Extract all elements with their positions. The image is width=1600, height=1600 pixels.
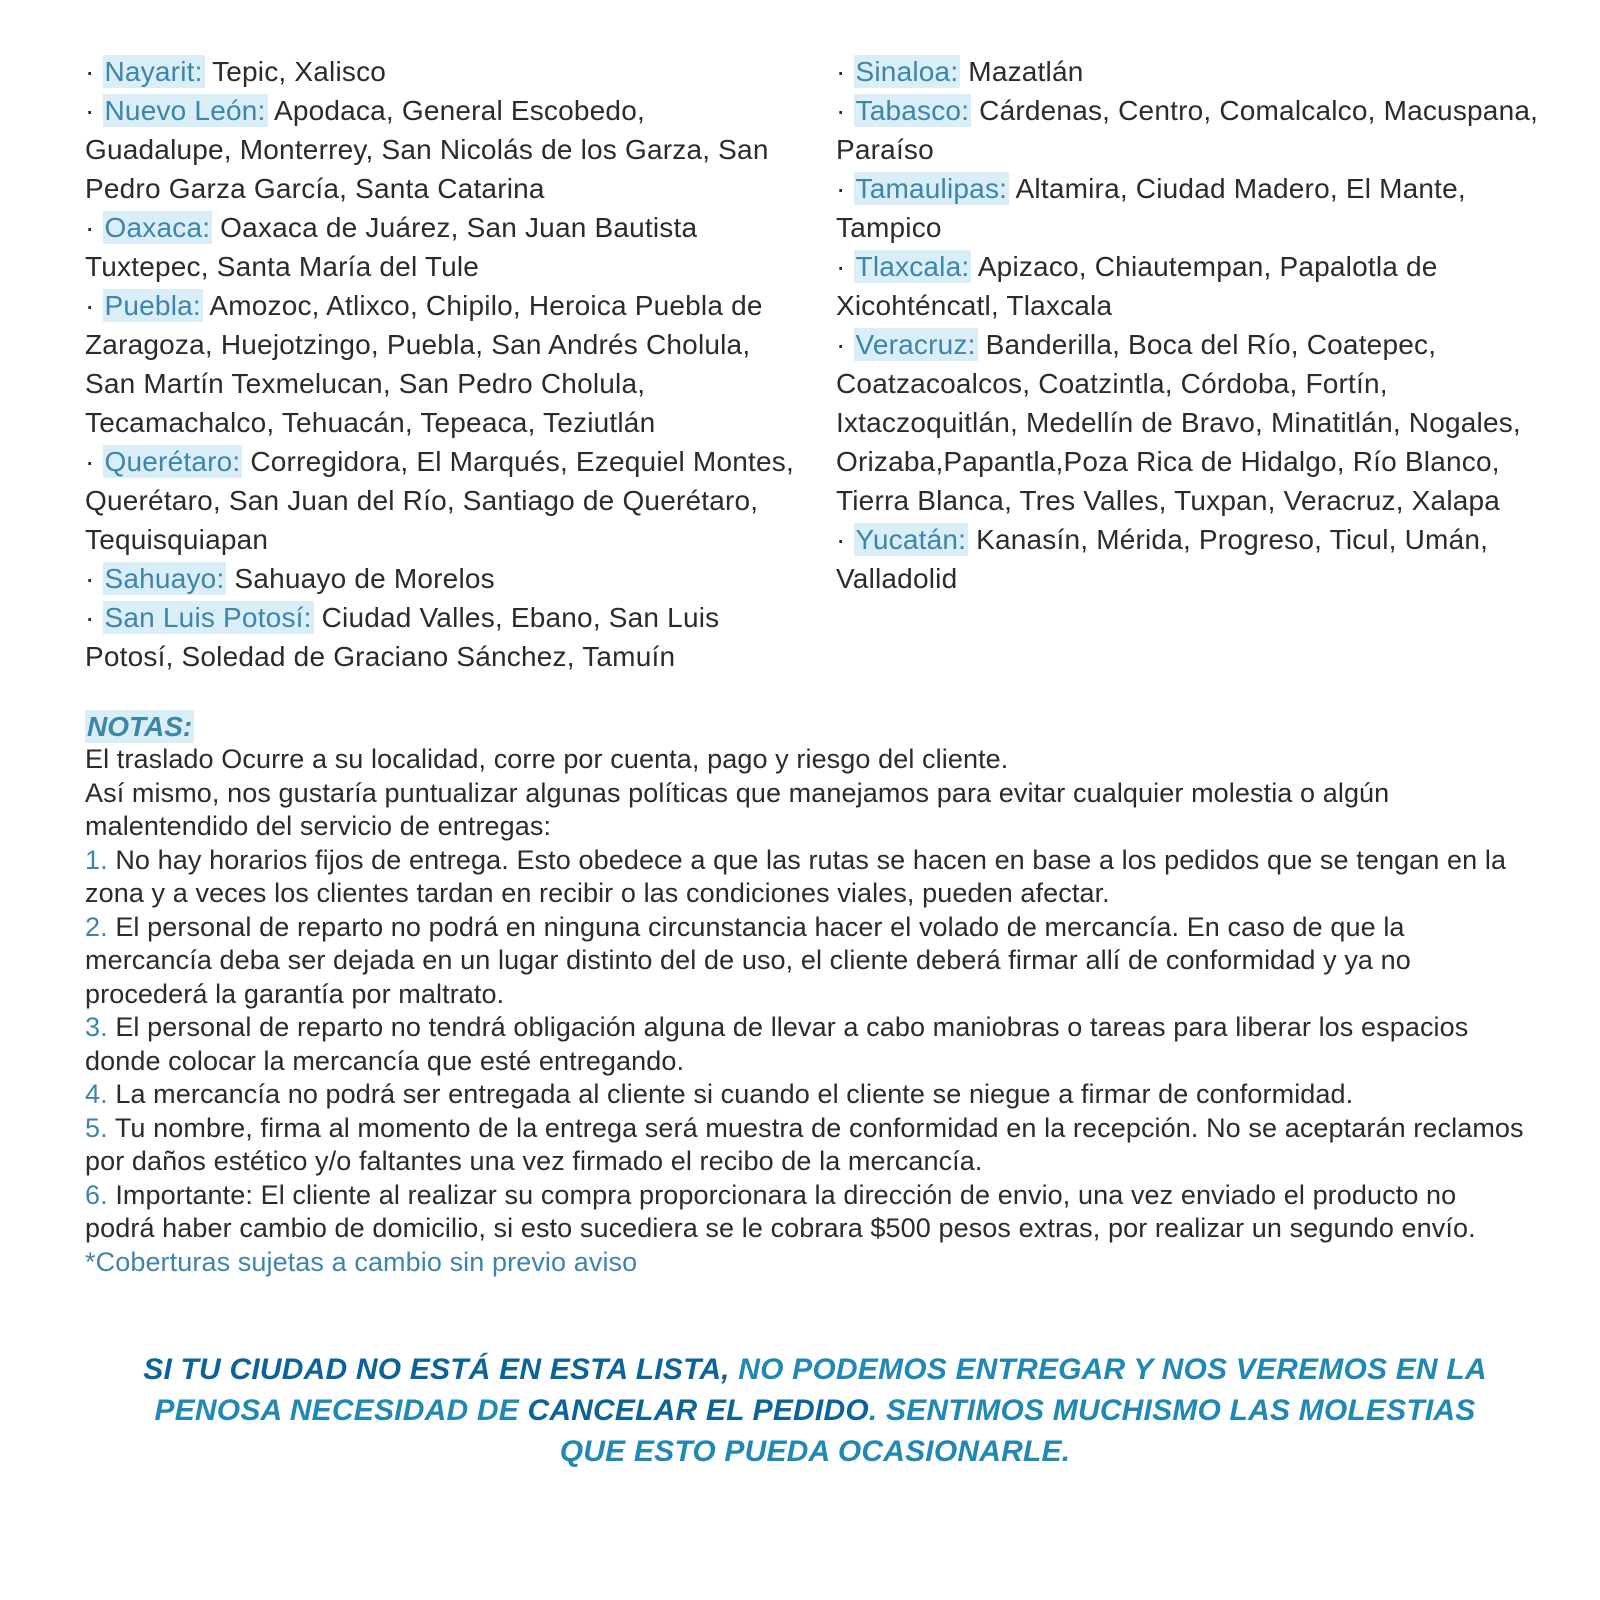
state-label: Yucatán: [855, 524, 967, 555]
state-entry [836, 247, 1545, 325]
state-label: Veracruz: [855, 329, 976, 360]
city-list: Corregidora, El Marqués, Ezequiel Montes, Querétaro, San Juan del Río, Santiago de Querétaro, Tequisquiapan [85, 446, 794, 555]
state-label: Tamaulipas: [855, 173, 1008, 204]
state-label: Nayarit: [104, 56, 203, 87]
bullet-icon: · [85, 563, 103, 594]
note-item [85, 1179, 1533, 1246]
state-entry [85, 598, 794, 676]
state-entry [85, 91, 794, 208]
coverage-disclaimer: *Coberturas sujetas a cambio sin previo aviso [85, 1246, 638, 1277]
notes-title: NOTAS: [87, 711, 193, 742]
note-item [85, 911, 1533, 1012]
notes-section [85, 710, 1533, 1279]
state-label: Sahuayo: [104, 563, 225, 594]
note-number: 5. [85, 1112, 115, 1143]
state-label: Sinaloa: [855, 56, 959, 87]
state-label: Oaxaca: [104, 212, 211, 243]
note-intro-line: El traslado Ocurre a su localidad, corre por cuenta, pago y riesgo del cliente. [85, 744, 1009, 774]
city-list: Apodaca, General Escobedo, Guadalupe, Monterrey, San Nicolás de los Garza, San Pedro Garza García, Santa Catarina [85, 95, 769, 204]
state-label: Tlaxcala: [855, 251, 970, 282]
note-number: 6. [85, 1179, 116, 1210]
footer-cancellation-notice [125, 1349, 1505, 1472]
bullet-icon: · [85, 446, 103, 477]
state-label: Nuevo León: [104, 95, 266, 126]
state-entry [85, 52, 794, 91]
state-entry [836, 520, 1545, 598]
bullet-icon: · [836, 329, 854, 360]
note-item [85, 1011, 1533, 1078]
note-text: El personal de reparto no tendrá obligación alguna de llevar a cabo maniobras o tareas para liberar los espacios donde colocar la mercancía que esté entregando. [85, 1012, 1469, 1076]
note-intro-line: Así mismo, nos gustaría puntualizar algunas políticas que manejamos para evitar cualquier molestia o algún malentendido del servicio de entregas: [85, 777, 1390, 841]
note-text: El personal de reparto no podrá en ninguna circunstancia hacer el volado de mercancía. En caso de que la mercancía deba ser dejada en un lugar distinto del de uso, el cliente deberá firmar allí de conformidad y ya no procederá la garantía por maltrato. [85, 911, 1411, 1009]
bullet-icon: · [85, 602, 103, 633]
city-list: Mazatlán [960, 56, 1084, 87]
footer-segment: . SENTIMOS MUCHISMO LAS MOLESTIAS QUE ESTO PUEDA OCASIONARLE. [559, 1394, 1476, 1468]
note-number: 3. [85, 1012, 116, 1042]
bullet-icon: · [836, 56, 854, 87]
bullet-icon: · [836, 173, 854, 204]
state-entry [836, 91, 1545, 169]
bullet-icon: · [836, 524, 854, 555]
note-text: Tu nombre, firma al momento de la entrega será muestra de conformidad en la recepción. No se aceptarán reclamos por daños estético y/o faltantes una vez firmado el recibo de la mercancía. [85, 1112, 1524, 1176]
note-item [85, 844, 1533, 911]
note-number: 1. [85, 844, 116, 875]
state-label: Puebla: [104, 290, 201, 321]
city-list: Altamira, Ciudad Madero, El Mante, Tampico [836, 173, 1466, 243]
bullet-icon: · [85, 56, 103, 87]
footer-segment: SI TU CIUDAD NO ESTÁ EN ESTA LISTA, [143, 1353, 739, 1386]
coverage-column-right [836, 52, 1545, 676]
coverage-column-left [85, 52, 794, 676]
city-list: Amozoc, Atlixco, Chipilo, Heroica Puebla de Zaragoza, Huejotzingo, Puebla, San Andrés Cholula, San Martín Texmelucan, San Pedro Cholula, Tecamachalco, Tehuacán, Tepeaca, Teziutlán [85, 290, 763, 438]
city-list: Ciudad Valles, Ebano, San Luis Potosí, Soledad de Graciano Sánchez, Tamuín [85, 602, 720, 672]
city-list: Tepic, Xalisco [204, 56, 387, 87]
state-label: San Luis Potosí: [104, 602, 312, 633]
state-entry [836, 169, 1545, 247]
city-list: Kanasín, Mérida, Progreso, Ticul, Umán, Valladolid [836, 524, 1489, 594]
note-text: No hay horarios fijos de entrega. Esto obedece a que las rutas se hacen en base a los pedidos que se tengan en la zona y a veces los clientes tardan en recibir o las condiciones viales, pueden afectar. [85, 844, 1507, 908]
city-list: Apizaco, Chiautempan, Papalotla de Xicohténcatl, Tlaxcala [836, 251, 1438, 321]
bullet-icon: · [836, 95, 854, 126]
state-entry [85, 442, 794, 559]
note-number: 2. [85, 911, 116, 942]
footer-segment: NO PODEMOS ENTREGAR Y NOS VEREMOS EN LA PENOSA NECESIDAD DE [154, 1353, 1487, 1427]
state-entry [836, 52, 1545, 91]
state-entry [85, 559, 794, 598]
state-entry [836, 325, 1545, 520]
note-number: 4. [85, 1079, 116, 1109]
bullet-icon: · [85, 212, 103, 243]
coverage-list [85, 52, 1545, 676]
notes-body [85, 743, 1533, 1279]
city-list: Cárdenas, Centro, Comalcalco, Macuspana, Paraíso [836, 95, 1539, 165]
footer-segment: CANCELAR EL PEDIDO [527, 1394, 869, 1427]
note-text: La mercancía no podrá ser entregada al cliente si cuando el cliente se niegue a firmar de conformidad. [115, 1079, 1354, 1109]
state-label: Querétaro: [104, 446, 241, 477]
city-list: Sahuayo de Morelos [226, 563, 495, 594]
bullet-icon: · [85, 95, 103, 126]
city-list: Oaxaca de Juárez, San Juan Bautista Tuxtepec, Santa María del Tule [85, 212, 698, 282]
note-text: Importante: El cliente al realizar su compra proporcionara la dirección de envio, una vez enviado el producto no podrá haber cambio de domicilio, si esto sucediera se le cobrara $500 pesos extras, por realizar un segundo envío. [85, 1179, 1476, 1243]
note-item [85, 1078, 1533, 1112]
bullet-icon: · [85, 290, 103, 321]
state-label: Tabasco: [855, 95, 970, 126]
bullet-icon: · [836, 251, 854, 282]
note-item [85, 1112, 1533, 1179]
state-entry [85, 286, 794, 442]
state-entry [85, 208, 794, 286]
city-list: Banderilla, Boca del Río, Coatepec, Coatzacoalcos, Coatzintla, Córdoba, Fortín, Ixtaczoquitlán, Medellín de Bravo, Minatitlán, Nogales, Orizaba,Papantla,Poza Rica de Hidalgo, Río Blanco, Tierra Blanca, Tres Valles, Tuxpan, Veracruz, Xalapa [836, 329, 1521, 516]
